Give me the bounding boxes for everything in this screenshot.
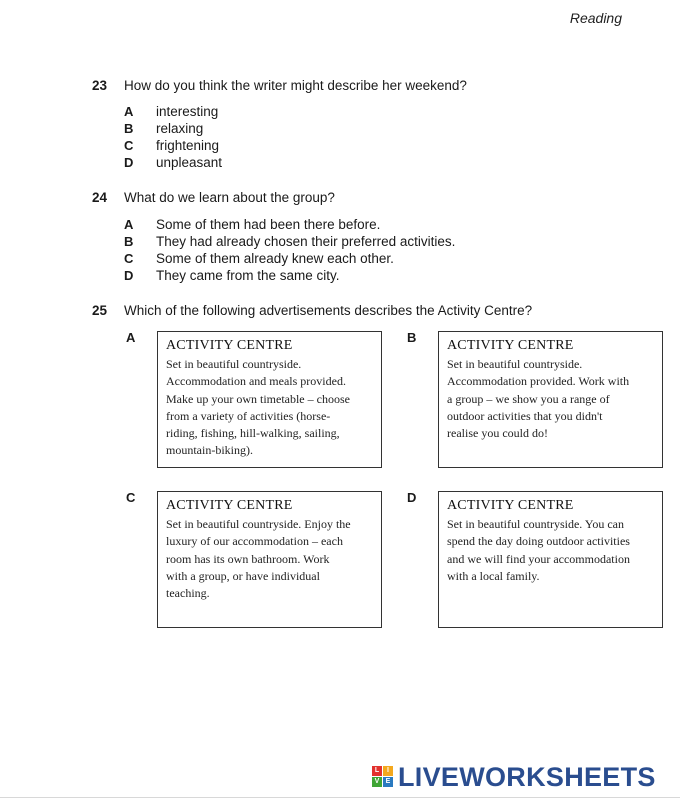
advertisement-box[interactable]: [157, 331, 382, 468]
ad-line: Accommodation and meals provided.: [166, 374, 346, 389]
question-text: Which of the following advertisements describes the Activity Centre?: [124, 303, 533, 318]
question-number: 24: [92, 190, 108, 205]
option-text[interactable]: They came from the same city.: [156, 268, 340, 283]
option-letter[interactable]: C: [124, 251, 134, 266]
ad-body: [447, 516, 654, 585]
ad-line: with a local family.: [447, 568, 540, 583]
question-text: How do you think the writer might describe her weekend?: [124, 78, 467, 93]
option-text[interactable]: unpleasant: [156, 155, 223, 170]
ad-body: [166, 356, 373, 460]
ad-body: [166, 516, 373, 602]
ad-line: Set in beautiful countryside.: [447, 357, 583, 371]
option-text[interactable]: Some of them already knew each other.: [156, 251, 394, 266]
logo-icon-letter: I: [383, 766, 393, 776]
ad-title: ACTIVITY CENTRE: [166, 498, 293, 513]
ad-line: luxury of our accommodation – each: [166, 534, 343, 549]
option-letter[interactable]: C: [124, 138, 134, 153]
ad-title: ACTIVITY CENTRE: [166, 338, 293, 353]
ad-line: outdoor activities that you didn't: [447, 408, 603, 423]
option-text[interactable]: interesting: [156, 104, 219, 119]
bottom-divider: [0, 797, 680, 798]
ad-line: Accommodation provided. Work with: [447, 374, 630, 389]
option-letter[interactable]: B: [124, 234, 134, 249]
option-letter[interactable]: A: [124, 104, 134, 119]
ad-line: Set in beautiful countryside. Enjoy the: [166, 517, 351, 531]
ad-line: Set in beautiful countryside.: [166, 357, 302, 371]
option-text[interactable]: frightening: [156, 138, 220, 153]
ad-title: ACTIVITY CENTRE: [447, 498, 574, 513]
question-number: 23: [92, 78, 108, 93]
ad-title: ACTIVITY CENTRE: [447, 338, 574, 353]
liveworksheets-logo-icon: [372, 766, 394, 788]
ad-option-letter[interactable]: A: [126, 330, 136, 345]
page-header-section: Reading: [569, 10, 622, 26]
ad-line: from a variety of activities (horse-: [166, 408, 331, 423]
advertisement-box[interactable]: [438, 491, 663, 628]
ad-line: Make up your own timetable – choose: [166, 391, 350, 406]
ad-body: [447, 356, 654, 442]
ad-line: and we will find your accommodation: [447, 551, 630, 566]
option-letter[interactable]: D: [124, 268, 134, 283]
logo-text: LIVEWORKSHEETS: [398, 761, 656, 792]
advertisement-box[interactable]: [157, 491, 382, 628]
ad-line: riding, fishing, hill-walking, sailing,: [166, 426, 340, 441]
option-text[interactable]: They had already chosen their preferred activities.: [156, 234, 456, 249]
ad-line: a group – we show you a range of: [447, 391, 610, 406]
logo-icon-letter: V: [372, 777, 382, 787]
advertisement-box[interactable]: [438, 331, 663, 468]
option-text[interactable]: Some of them had been there before.: [156, 217, 381, 232]
ad-line: with a group, or have individual: [166, 568, 320, 583]
ad-line: realise you could do!: [447, 426, 548, 441]
ad-line: Set in beautiful countryside. You can: [447, 517, 624, 531]
option-letter[interactable]: B: [124, 121, 134, 136]
ad-option-letter[interactable]: B: [407, 330, 417, 345]
option-letter[interactable]: D: [124, 155, 134, 170]
question-text: What do we learn about the group?: [124, 190, 335, 205]
ad-line: room has its own bathroom. Work: [166, 551, 330, 566]
ad-line: mountain-biking).: [166, 443, 253, 458]
logo-icon-letter: L: [372, 766, 382, 776]
ad-option-letter[interactable]: C: [126, 490, 136, 505]
question-number: 25: [92, 303, 108, 318]
option-letter[interactable]: A: [124, 217, 134, 232]
ad-line: spend the day doing outdoor activities: [447, 534, 630, 549]
option-text[interactable]: relaxing: [156, 121, 204, 136]
logo-icon-letter: E: [383, 777, 393, 787]
ad-line: teaching.: [166, 586, 210, 601]
ad-option-letter[interactable]: D: [407, 490, 417, 505]
liveworksheets-logo: [372, 762, 656, 792]
